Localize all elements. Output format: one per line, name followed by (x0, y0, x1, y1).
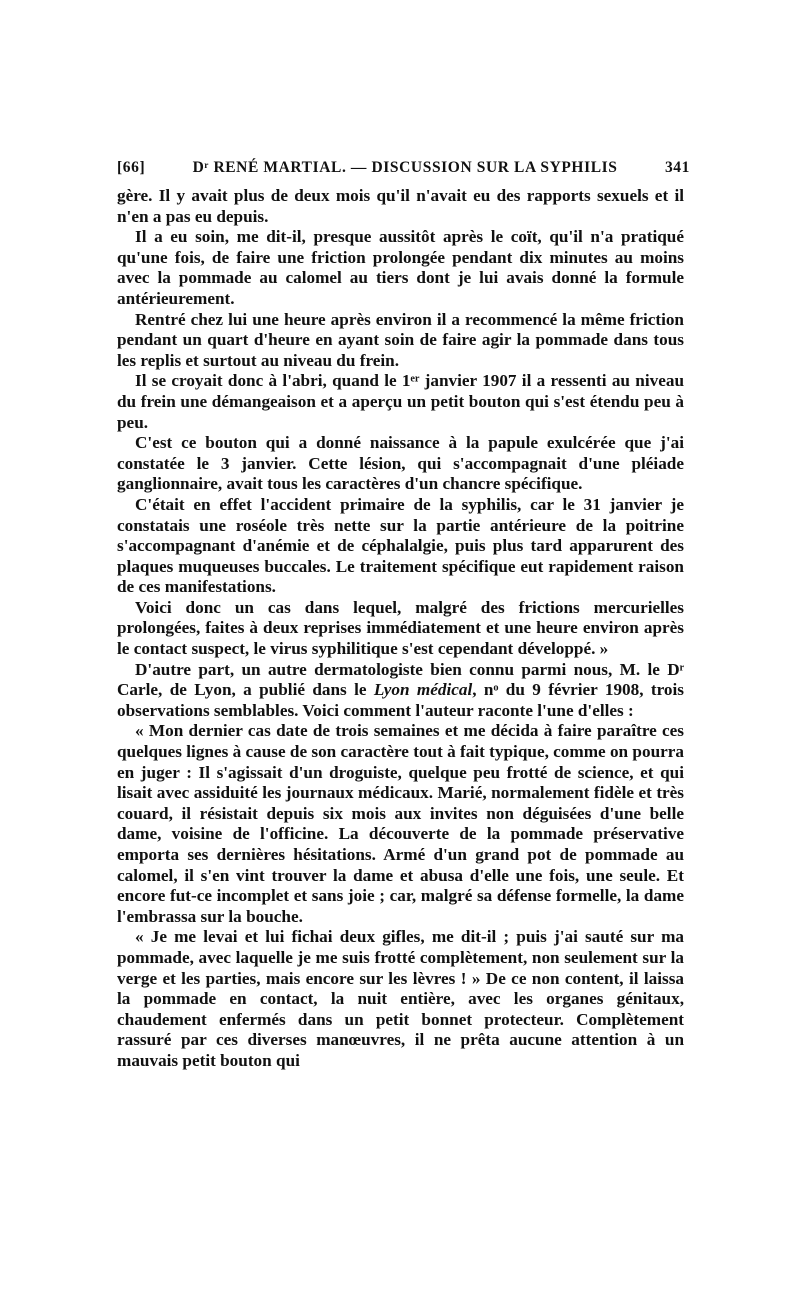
running-title: Dʳ RENÉ MARTIAL. — DISCUSSION SUR LA SYPHILIS (192, 159, 618, 176)
page-reference: [66] (117, 159, 146, 176)
paragraph: C'est ce bouton qui a donné naissance à la papule exulcérée que j'ai constatée le 3 janvier. Cette lésion, qui s'accompagnait d'une pléiade ganglionnaire, avait tous les caractères d'un chancre spécifique. (117, 433, 684, 494)
paragraph: D'autre part, un autre dermatologiste bien connu parmi nous, M. le Dʳ Carle, de Lyon, a publié dans le Lyon médical, nᵒ du 9 février 1908, trois observations semblables. Voici comment l'auteur raconte l'une d'elles : (117, 659, 684, 720)
page-number: 341 (664, 159, 690, 176)
running-header (117, 159, 690, 177)
paragraph: Il a eu soin, me dit-il, presque aussitôt après le coït, qu'il n'a pratiqué qu'une fois, de faire une friction prolongée pendant dix minutes au moins avec la pommade au calomel au tiers dont je lui avais donné la formule antérieurement. (117, 227, 684, 308)
paragraph: Voici donc un cas dans lequel, malgré des frictions mercurielles prolongées, faites à deux reprises immédiatement et une heure environ après le contact suspect, le virus syphilitique s'est cependant développé. » (117, 597, 684, 659)
paragraph: C'était en effet l'accident primaire de la syphilis, car le 31 janvier je constatais une roséole très nette sur la partie antérieure de la poitrine s'accompagnant d'anémie et de céphalalgie, puis plus tard apparurent des plaques muqueuses buccales. Le traitement spécifique eut rapidement raison de ces manifestations. (117, 494, 684, 597)
body-text (117, 186, 684, 1072)
journal-title: Lyon médical (373, 680, 473, 700)
paragraph: « Je me levai et lui fichai deux gifles, me dit-il ; puis j'ai sauté sur ma pommade, avec laquelle je me suis frotté complètement, non seulement sur la verge et les parties, mais encore sur les lèvres ! » De ce non content, il laissa la pommade en contact, la nuit entière, avec les organes génitaux, chaudement enfermés dans un petit bonnet protecteur. Complètement rassuré par ces diverses manœuvres, il ne prêta aucune attention à un mauvais petit bouton qui (117, 927, 684, 1070)
paragraph: Rentré chez lui une heure après environ il a recommencé la même friction pendant un quart d'heure en ayant soin de faire agir la pommade dans tous les replis et surtout au niveau du frein. (117, 309, 684, 370)
paragraph: « Mon dernier cas date de trois semaines et me décida à faire paraître ces quelques lignes à cause de son caractère tout à fait typique, comme on pourra en juger : Il s'agissait d'un droguiste, quelque peu frotté de science, et qui lisait avec assiduité les journaux médicaux. Marié, normalement fidèle et très couard, il résistait depuis six mois aux invites non déguisées d'une belle dame, voisine de l'officine. La découverte de la pommade préservative emporta ses dernières hésitations. Armé d'un grand pot de pommade au calomel, il s'en vint trouver la dame et abusa d'elle une fois, une seule. Et encore fut-ce incomplet et sans joie ; car, malgré sa défense formelle, la dame l'embrassa sur la bouche. (117, 721, 684, 926)
paragraph: gère. Il y avait plus de deux mois qu'il n'avait eu des rapports sexuels et il n'en a pas eu depuis. (117, 186, 684, 226)
paragraph: Il se croyait donc à l'abri, quand le 1ᵉʳ janvier 1907 il a ressenti au niveau du frein une démangeaison et a aperçu un petit bouton qui s'est étendu peu à peu. (117, 371, 684, 432)
